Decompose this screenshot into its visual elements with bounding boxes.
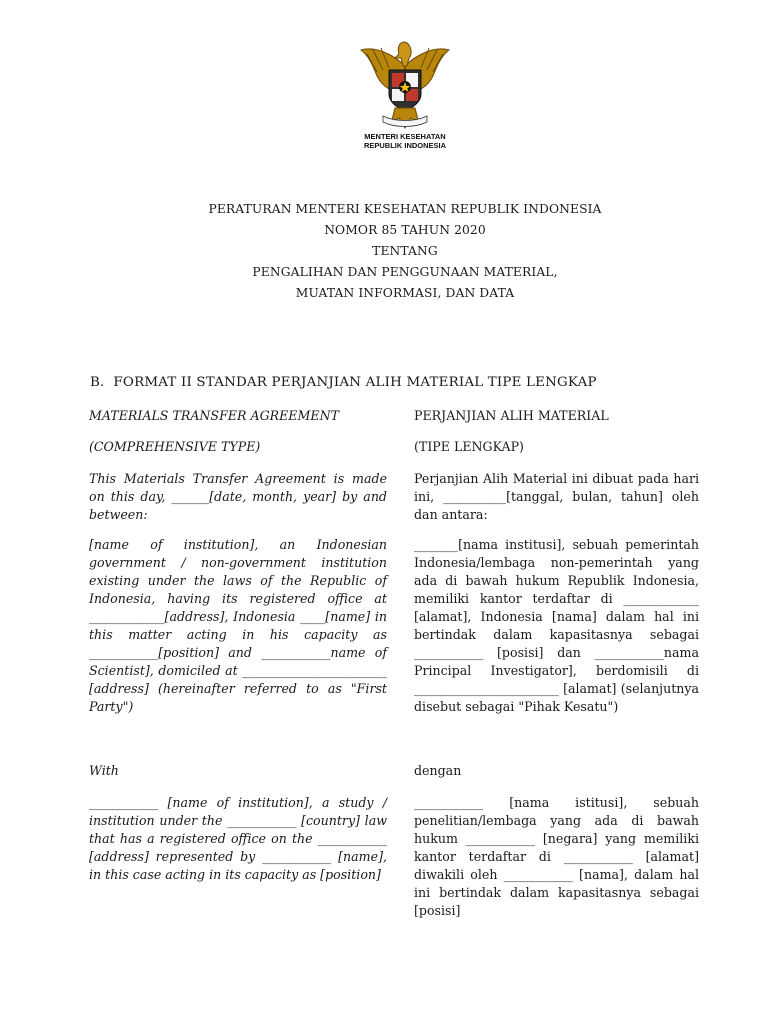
garuda-pancasila-emblem-icon [355, 36, 455, 132]
right-second-party-text: ___________ [nama istitusi], sebuah penelitian/lembaga yang ada di bawah hukum ___________ [negara] yang memiliki kantor terdaftar di ___________ [alamat] diwakili oleh ___________ [nama], dalam hal ini bertindak dalam kapasitasnya sebagai [posisi] [414, 795, 699, 918]
heading-line: TENTANG [372, 244, 438, 258]
ministry-label-line2: REPUBLIK INDONESIA [363, 140, 447, 150]
heading-line: MUATAN INFORMASI, DAN DATA [295, 286, 515, 300]
heading-line: PERATURAN MENTERI KESEHATAN REPUBLIK INDONESIA [208, 202, 602, 216]
right-intro-paragraph [414, 470, 699, 524]
regulation-heading [150, 199, 660, 304]
left-intro-paragraph [89, 470, 387, 524]
section-title: B. FORMAT II STANDAR PERJANJIAN ALIH MATERIAL TIPE LENGKAP [90, 375, 597, 390]
heading-line: PENGALIHAN DAN PENGGUNAAN MATERIAL, [252, 265, 558, 279]
heading-line: NOMOR 85 TAHUN 2020 [324, 223, 486, 237]
left-first-party-paragraph [89, 536, 387, 716]
right-intro-text: Perjanjian Alih Material ini dibuat pada hari ini, __________[tanggal, bulan, tahun] oleh dan antara: [414, 471, 699, 522]
left-subtitle: (COMPREHENSIVE TYPE) [89, 439, 261, 454]
left-second-party-text: ___________ [name of institution], a study / institution under the ___________ [country] law that has a registered office on the ___________ [address] represented by ___________ [name], in this case acting in its capacity as [position] [89, 795, 387, 882]
left-first-party-text: [name of institution], an Indonesian government / non-government institution existing under the laws of the Republic of Indonesia, having its registered office at ____________[address], Indonesia ____[name] in this matter acting in his capacity as ___________[position] and ___________name of Scientist], domiciled at _______________________ [address] (hereinafter referred to as "First Party") [89, 537, 387, 714]
left-title: MATERIALS TRANSFER AGREEMENT [89, 408, 340, 423]
right-first-party-paragraph [414, 536, 699, 716]
right-subtitle: (TIPE LENGKAP) [414, 439, 524, 454]
left-second-party-paragraph [89, 794, 387, 884]
right-with: dengan [414, 763, 462, 778]
ministry-label [340, 133, 470, 150]
left-intro-text: This Materials Transfer Agreement is made on this day, ______[date, month, year] by and between: [89, 471, 387, 522]
ministry-label-line1: MENTERI KESEHATAN [364, 132, 446, 141]
right-title: PERJANJIAN ALIH MATERIAL [414, 408, 609, 423]
left-with: With [89, 763, 119, 778]
right-second-party-paragraph [414, 794, 699, 920]
right-first-party-text: _______[nama institusi], sebuah pemerintah Indonesia/lembaga non-pemerintah yang ada di bawah hukum Republik Indonesia, memiliki kantor terdaftar di ____________ [alamat], Indonesia [nama] dalam hal ini bertindak dalam kapasitasnya sebagai ___________ [posisi] dan ___________nama Principal Investigator], berdomisili di _______________________ [alamat] (selanjutnya disebut sebagai "Pihak Kesatu") [414, 537, 699, 714]
